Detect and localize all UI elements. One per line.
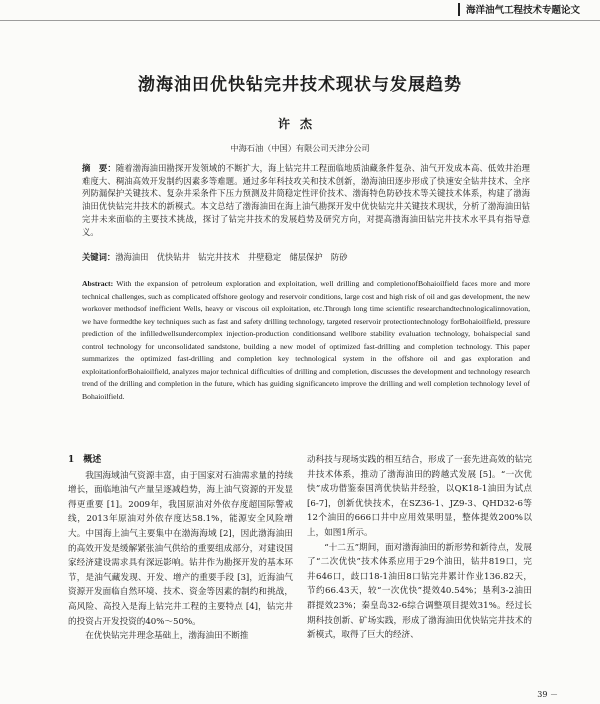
body-paragraph: 我国海域油气资源丰富，由于国家对石油需求量的持续增长，面临地油气产量呈逐减趋势，海上油气资源的开发显得更重要 [1]。2009年，我国原油对外依存度超国际警戒线，2013年原油对外依存度达58.1%，能源安全风险增大。中国海上油气主要集中在渤海海域 [2]，因此渤海油田的高效开发是缓解紧张油气供给的重要组成部分，对建设国家经济建设需求具有深远影响。钻井作为勘探开发的基本环节，是油气藏发现、开发、增产的重要手段 [3]，近海油气资源开发面临自然环境、技术、资金等因素的制约和挑战，高风险、高投入是海上钻完井工程的主要特点 [4]，钻完井的投资占开发投资的40%～50%。 — [68, 470, 293, 627]
affiliation: 中海石油（中国）有限公司天津分公司 — [230, 143, 370, 153]
body-paragraph: 动科技与现场实践的相互结合，形成了一套先进高效的钻完井技术体系，推动了渤海油田的跨越式发展 [5]。“一次优快”成功借鉴泰国湾优快钻井经验，以QK18-1油田为试点 [6-7]，创新优快技术，在SZ36-1、JZ9-3、QHD32-6等12个油田的666口井中应用效果明显，整体提效200%以上，如图1所示。 — [307, 455, 532, 538]
abstract-cn-label: 摘 要： — [82, 163, 116, 173]
abstract-chinese — [82, 162, 530, 238]
section-heading: 1 概述 — [68, 455, 102, 465]
keywords-chinese — [82, 251, 530, 263]
page-number: 39 － — [537, 690, 558, 699]
body-column-left — [68, 453, 293, 644]
abstract-en-label: Abstract: — [82, 279, 114, 288]
journal-name: 海洋油气工程技术专题论文 — [465, 5, 580, 16]
abstract-english — [82, 278, 530, 403]
paper-title: 渤海油田优快钻完井技术现状与发展趋势 — [138, 75, 462, 95]
abstract-en-text: With the expansion of petroleum exploration and exploitation, well drilling and completionofBohaioilfield faces more and more technical challenges, such as complicated offshore geology and reservoir conditions, large cost and high risk of oil and gas development, the new workover methodsof inefficient Wells, heavy or viscous oil exploitation, etc.Through long time scientific researchandtechnologicalinnovation, we have formedthe key techniques such as fast and safety drilling technology, targeted reservoir protectiontechnology forBohaioilfield, pressure prediction of the infilledwellsundercomplex injection-production conditionsand wellbore stability evaluation technology, bohaispecial sand control technology for unconsolidated sandstone, building a new model of optimized fast-drilling and completion technology. This paper summarizes the optimized fast-drilling and completion key technological system in the offshore oil and gas exploration and exploitationforBohaioilfield, analyzes major technical difficulties of drilling and completion, discusses the development and technology research trend of the drilling and completion in the future, which has guiding significanceto improve the drilling and well completion technology level of Bohaioilfield. — [82, 279, 530, 401]
keywords-cn-text: 渤海油田 优快钻井 钻完井技术 井壁稳定 储层保护 防砂 — [115, 252, 348, 262]
running-header — [458, 2, 580, 16]
body-column-right — [307, 453, 532, 643]
body-paragraph: 在优快钻完井理念基础上，渤海油田不断推 — [85, 631, 249, 642]
body-paragraph: “十二五”期间，面对渤海油田的新形势和新待点，发展了“二次优快”技术体系应用于29个油田，钻井819口，完井646口，歧口18-1油田8口钻完井累计作业136.82天，节约66.43天，较“一次优快”提效40.54%；垦利3-2油田群提效23%；秦皇岛32-6综合调整项目提效31%。经过长期科技创新、矿场实践，形成了渤海油田优快钻完井技术的新模式，取得了巨大的经济、 — [307, 542, 532, 641]
keywords-cn-label: 关键词： — [82, 252, 116, 262]
author: 许杰 — [277, 117, 322, 131]
abstract-cn-text: 随着渤海油田勘探开发领域的不断扩大，海上钻完井工程面临地质油藏条件复杂、油气开发成本高、低效井治理难度大、稠油高效开发制约因素多等难题。通过多年科技攻关和技术创新，渤海油田逐步形成了快速安全钻井技术、全序列防漏保护关键技术、复杂井采条件下压力预测及井筒稳定性评价技术、渤海特色防砂技术等关键技术体系，构建了渤海油田优快钻完井技术的新模式。本文总结了渤海油田在海上油气勘探开发中优快钻完井关键技术现状，分析了渤海油田钻完井未来面临的主要技术挑战，探讨了钻完井技术的发展趋势及研究方向，对提高渤海油田钻完井技术水平具有指导意义。 — [82, 163, 530, 237]
header-divider — [458, 3, 460, 16]
header-rule-line — [0, 20, 600, 21]
